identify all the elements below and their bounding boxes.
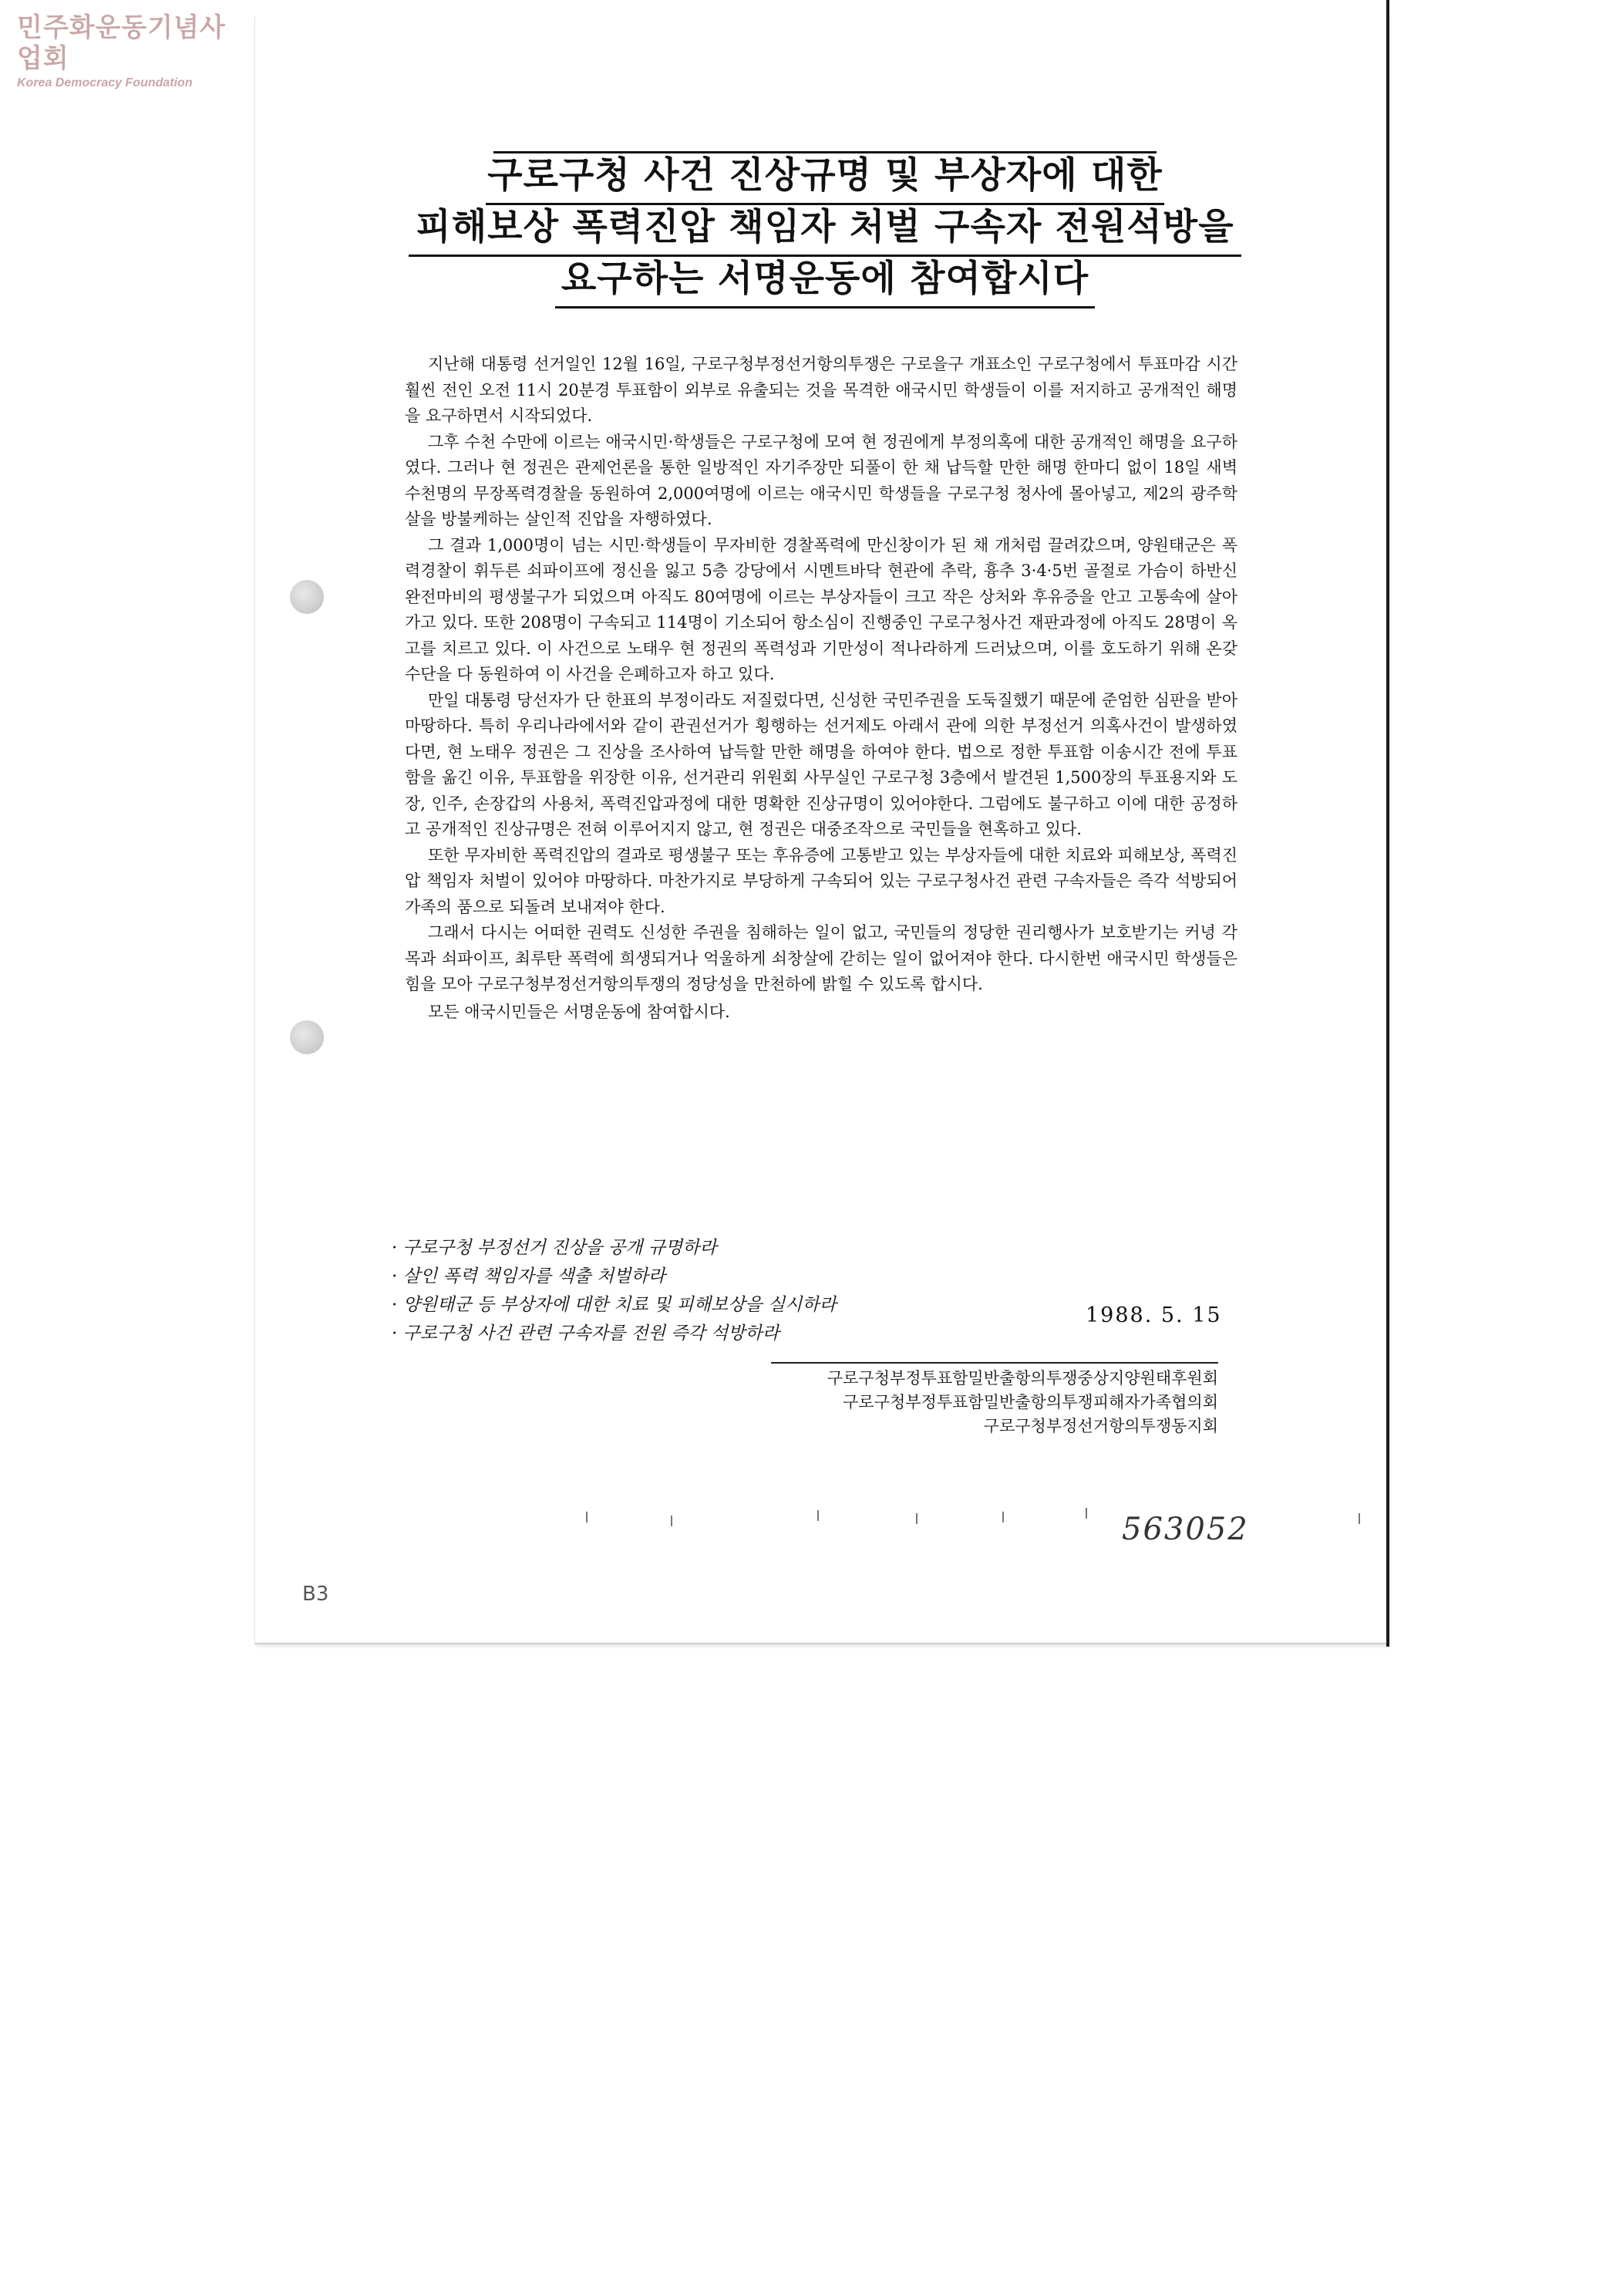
title-line-3: 요구하는 서명운동에 참여합시다 <box>555 257 1095 308</box>
paragraph-4: 만일 대통령 당선자가 단 한표의 부정이라도 저질렀다면, 신성한 국민주권을 도둑질했기 때문에 준엄한 심판을 받아 마땅하다. 특히 우리나라에서와 같이 관권선거가 횡행하는 선거제도 아래서 관에 의한 부정선거 의혹사건이 발생하였다면, 현 노태우 정권은 그 진상을 조사하여 납득할 만한 해명을 하여야 한다. 법으로 정한 투표함 이송시간 전에 투표함을 옮긴 이유, 투표함을 위장한 이유, 선거관리 위원회 사무실인 구로구청 3층에서 발견된 1,500장의 투표용지와 도장, 인주, 손장갑의 사용처, 폭력진압과정에 대한 명확한 진상규명이 있어야한다. 그럼에도 불구하고 이에 대한 공정하고 공개적인 진상규명은 전혀 이루어지지 않고, 현 정권은 대중조작으로 국민들을 현혹하고 있다. <box>405 690 1237 838</box>
paragraph-6: 그래서 다시는 어떠한 권력도 신성한 주권을 침해하는 일이 없고, 국민들의 정당한 권리행사가 보호받기는 커녕 각목과 쇠파이프, 최루탄 폭력에 희생되거나 억울하게 쇠창살에 갇히는 일이 없어져야 한다. 다시한번 애국시민 학생들은 힘을 모아 구로구청부정선거항의투쟁의 정당성을 만천하에 밝힐 수 있도록 합시다. <box>405 923 1237 993</box>
title-line-1: 구로구청 사건 진상규명 및 부상자에 대한 <box>486 153 1164 205</box>
watermark-korean: 민주화운동기념사업회 <box>17 12 226 74</box>
signatory-item: 구로구청부정투표함밀반출항의투쟁피해자가족협의회 <box>843 1393 1218 1411</box>
scan-speck <box>916 1513 918 1524</box>
punch-hole-top <box>290 580 324 614</box>
slogan-item: · 구로구청 부정선거 진상을 공개 규명하라 <box>392 1234 947 1263</box>
title-line-2: 피해보상 폭력진압 책임자 처벌 구속자 전원석방을 <box>409 205 1241 257</box>
punch-hole-bottom <box>290 1020 324 1054</box>
paragraph-closing: 모든 애국시민들은 서명운동에 참여합시다. <box>428 1002 730 1021</box>
signatory-item: 구로구청부정선거항의투쟁동지회 <box>983 1417 1218 1435</box>
scan-speck <box>586 1512 588 1522</box>
foundation-watermark <box>17 12 248 91</box>
scan-speck <box>1002 1512 1004 1522</box>
document-date: 1988. 5. 15 <box>1086 1303 1222 1327</box>
scan-speck <box>1086 1508 1087 1519</box>
paragraph-5: 또한 무자비한 폭력진압의 결과로 평생불구 또는 후유증에 고통받고 있는 부상자들에 대한 치료와 피해보상, 폭력진압 책임자 처벌이 있어야 마땅하다. 마찬가지로 부당하게 구속되어 있는 구로구청사건 관련 구속자들은 즉각 석방되어 가족의 품으로 되돌려 보내져야 한다. <box>405 845 1237 916</box>
slogan-item: · 살인 폭력 책임자를 색출 처벌하라 <box>392 1263 947 1291</box>
slogan-item: · 구로구청 사건 관련 구속자를 전원 즉각 석방하라 <box>392 1320 947 1348</box>
page-edge-shadow <box>1386 0 1389 1647</box>
document-body <box>405 352 1237 1025</box>
archive-number: 563052 <box>1122 1512 1249 1547</box>
signatory-list <box>771 1362 1218 1438</box>
paragraph-2: 그후 수천 수만에 이르는 애국시민·학생들은 구로구청에 모여 현 정권에게 부정의혹에 대한 공개적인 해명을 요구하였다. 그러나 현 정권은 관제언론을 통한 일방적인 자기주장만 되풀이 한 채 납득할 만한 해명 한마디 없이 18일 새벽 수천명의 무장폭력경찰을 동원하여 2,000여명에 이르는 애국시민 학생들을 구로구청 청사에 몰아넣고, 제2의 광주학살을 방불케하는 살인적 진압을 자행하였다. <box>405 432 1237 528</box>
slogan-list <box>392 1234 947 1348</box>
scan-speck <box>817 1510 819 1521</box>
box-mark: B3 <box>302 1583 329 1606</box>
paragraph-1: 지난해 대통령 선거일인 12월 16일, 구로구청부정선거항의투쟁은 구로을구 개표소인 구로구청에서 투표마감 시간 훨씬 전인 오전 11시 20분경 투표함이 외부로 유출되는 것을 목격한 애국시민 학생들이 이를 저지하고 공개적인 해명을 요구하면서 시작되었다. <box>405 355 1237 425</box>
watermark-english: Korea Democracy Foundation <box>17 76 193 89</box>
signatory-item: 구로구청부정투표함밀반출항의투쟁중상지양원태후원회 <box>827 1369 1218 1387</box>
scan-speck <box>671 1515 672 1526</box>
paragraph-3: 그 결과 1,000명이 넘는 시민·학생들이 무자비한 경찰폭력에 만신창이가 된 채 개처럼 끌려갔으며, 양원태군은 폭력경찰이 휘두른 쇠파이프에 정신을 잃고 5층 강당에서 시멘트바닥 현관에 추락, 흉추 3·4·5번 골절로 가슴이 하반신 완전마비의 평생불구가 되었으며 아직도 80여명에 이르는 부상자들이 크고 작은 상처와 후유증을 안고 고통속에 살아가고 있다. 또한 208명이 구속되고 114명이 기소되어 항소심이 진행중인 구로구청사건 재판과정에 아직도 28명이 옥고를 치르고 있다. 이 사건으로 노태우 현 정권의 폭력성과 기만성이 적나라하게 드러났으며, 이를 호도하기 위해 온갖 수단을 다 동원하여 이 사건을 은폐하고자 하고 있다. <box>405 535 1237 683</box>
document-title <box>409 151 1241 308</box>
scan-speck <box>1359 1513 1360 1524</box>
slogan-item: · 양원태군 등 부상자에 대한 치료 및 피해보상을 실시하라 <box>392 1291 947 1320</box>
